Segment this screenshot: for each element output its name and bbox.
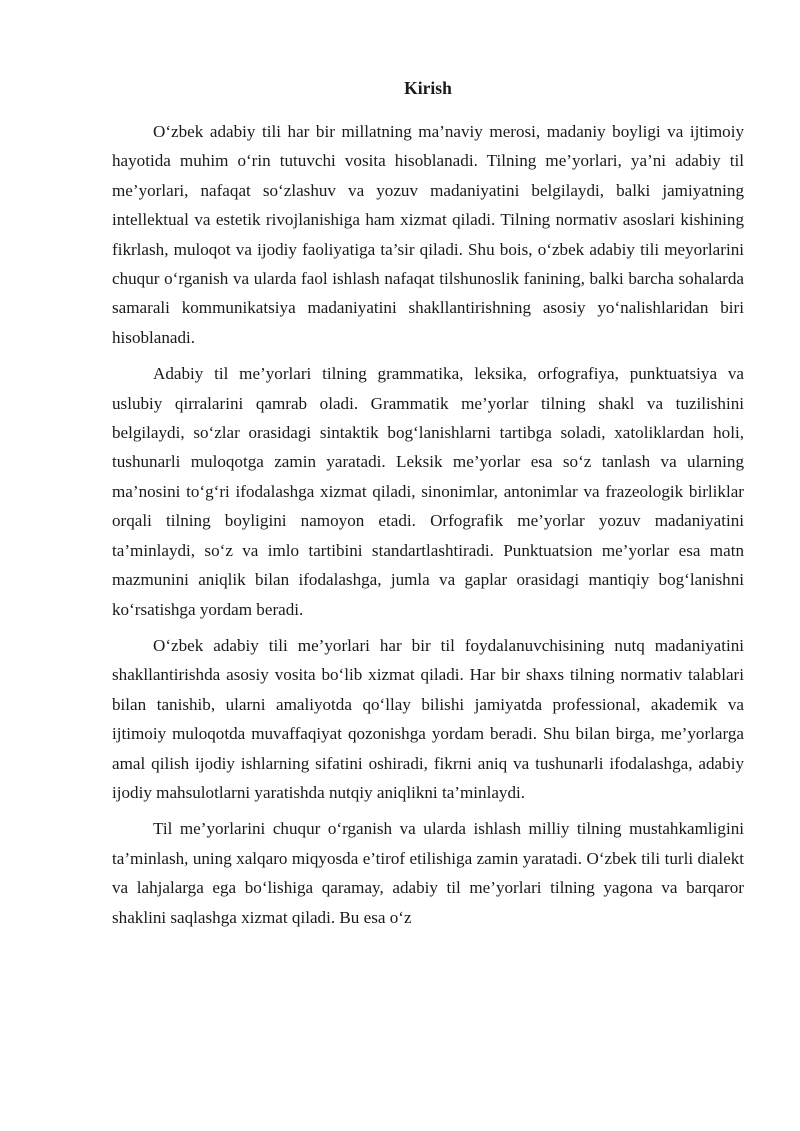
paragraph-4: Til me’yorlarini chuqur o‘rganish va ularda ishlash milliy tilning mustahkamligini ta’minlash, uning xalqaro miqyosda e’tirof etilishiga zamin yaratadi. O‘zbek tili turli dialekt va lahjalarga ega bo‘lishiga qaramay, adabiy til me’yorlari tilning yagona va barqaror shaklini saqlashga xizmat qiladi. Bu esa o‘z xyxy=(112,819,744,927)
paragraph-3: O‘zbek adabiy tili me’yorlari har bir til foydalanuvchisining nutq madaniyatini shakllantirishda asosiy vosita bo‘lib xizmat qiladi. Har bir shaxs tilning normativ talablari bilan tanishib, ularni amaliyotda qo‘llay bilishi jamiyatda professional, akademik va ijtimoiy muloqotda muvaffaqiyat qozonishga yordam beradi. Shu bilan birga, me’yorlarga amal qilish ijodiy ishlarning sifatini oshiradi, fikrni aniq va tushunarli ifodalashga, adabiy ijodiy mahsulotlarni yaratishda nutqiy aniqlikni ta’minlaydi. xyxy=(112,635,744,802)
paragraph-1: O‘zbek adabiy tili har bir millatning ma’naviy merosi, madaniy boyligi va ijtimoiy hayotida muhim o‘rin tutuvchi vosita hisoblanadi. Tilning me’yorlari, ya’ni adabiy til me’yorlari, nafaqat so‘zlashuv va yozuv madaniyatini belgilaydi, balki jamiyatning intellektual va estetik rivojlanishiga ham xizmat qiladi. Tilning normativ asoslari kishining fikrlash, muloqot va ijodiy faoliyatiga ta’sir qiladi. Shu bois, o‘zbek adabiy tili meyorlarini chuqur o‘rganish va ularda faol ishlash nafaqat tilshunoslik fanining, balki barcha sohalarda samarali kommunikatsiya madaniyatini shakllantirishning asosiy yo‘nalishlaridan biri hisoblanadi. xyxy=(112,122,744,347)
paragraph-2: Adabiy til me’yorlari tilning grammatika, leksika, orfografiya, punktuatsiya va uslubiy qirralarini qamrab oladi. Grammatik me’yorlar tilning shakl va tuzilishini belgilaydi, so‘zlar orasidagi sintaktik bog‘lanishlarni tartibga soladi, xatoliklardan holi, tushunarli muloqotga zamin yaratadi. Leksik me’yorlar esa so‘z tanlash va ularning ma’nosini to‘g‘ri ifodalashga xizmat qiladi, sinonimlar, antonimlar va frazeologik birliklar orqali tilning boyligini namoyon etadi. Orfografik me’yorlar yozuv madaniyatini ta’minlaydi, so‘z va imlo tartibini standartlashtiradi. Punktuatsion me’yorlar esa matn mazmunini aniqlik bilan ifodalashga, jumla va gaplar orasidagi mantiqiy bog‘lanishni ko‘rsatishga yordam beradi. xyxy=(112,364,744,619)
page-title: Kirish xyxy=(404,78,452,98)
